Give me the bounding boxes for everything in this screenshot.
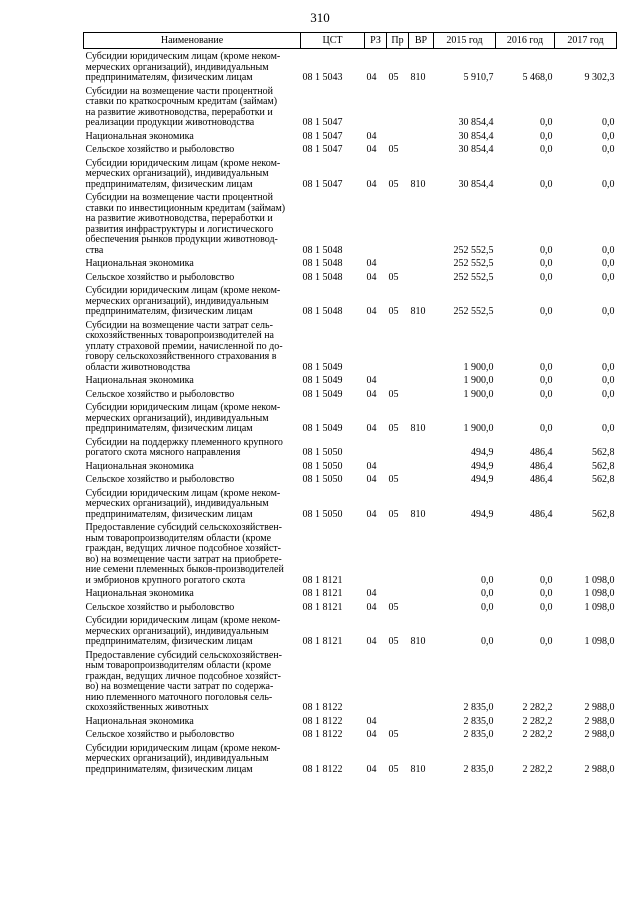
row-pr-cell [387,256,409,270]
row-name-cell: Сельское хозяйство и рыболовство [85,601,235,613]
row-name-cell: Субсидии на возмещение части затрат сель- скохозяйственных товаропроизводителей на уплату страховой премии, начисленной по до- говору сельскохозяйственного страхования в области животноводства [85,319,283,373]
row-pr-cell: 05 [388,508,399,520]
row-2016-cell: 0,0 [540,244,553,256]
row-name-cell: Сельское хозяйство и рыболовство [85,271,235,283]
row-rz-cell: 04 [366,729,377,740]
row-cst-cell: 08 1 5048 [302,306,343,317]
row-pr-cell [387,84,409,129]
row-2016-cell: 0,0 [540,423,553,434]
column-header-vr: ВР [409,33,434,49]
row-pr-cell [387,129,409,143]
row-2017-cell: 1 098,0 [584,588,615,599]
row-2016-cell: 5 468,0 [522,72,553,83]
row-2017-cell: 562,8 [592,474,615,485]
table-row [84,318,617,374]
row-cst-cell: 08 1 8122 [302,715,343,727]
row-name-cell: Национальная экономика [85,715,194,727]
row-2015-cell: 494,9 [471,460,494,472]
row-name-cell: Сельское хозяйство и рыболовство [85,474,235,485]
table-row [84,727,617,741]
row-vr-cell [409,318,434,374]
row-2016-cell: 0,0 [540,574,553,586]
row-pr-cell [387,318,409,374]
table-row [84,520,617,586]
row-2017-cell: 0,0 [602,244,615,256]
table-row [84,190,617,256]
row-vr-cell [409,129,434,143]
row-cst-cell: 08 1 5050 [302,447,343,458]
row-name-cell: Субсидии юридическим лицам (кроме неком- мерческих организаций), индивидуальным предпринимателям, физическим лицам [85,615,281,647]
row-2016-cell: 0,0 [540,178,553,190]
row-cst-cell: 08 1 5048 [302,258,343,269]
row-2017-cell: 0,0 [602,388,615,400]
row-cst-cell: 08 1 8122 [302,729,343,740]
row-pr-cell: 05 [388,72,399,83]
table-row [84,400,617,435]
table-body [84,49,617,776]
table-row [84,373,617,387]
table-row [84,486,617,521]
row-name-cell: Предоставление субсидий сельскохозяйствен- ным товаропроизводителям области (кроме граждан, ведущих личное подсобное хозяйст- во) на возмещение части затрат по содержа- нию племенного маточного поголовья сель- скохозяйственных животных [85,649,282,713]
row-rz-cell [365,84,387,129]
row-2015-cell: 252 552,5 [453,271,494,283]
row-pr-cell [387,586,409,600]
row-pr-cell [387,648,409,714]
row-cst-cell: 08 1 8122 [302,763,343,775]
row-pr-cell: 05 [388,601,399,613]
row-2015-cell: 252 552,5 [453,244,494,256]
row-2015-cell: 252 552,5 [453,306,494,317]
row-2017-cell: 0,0 [602,423,615,434]
row-name-cell: Сельское хозяйство и рыболовство [85,729,235,740]
row-cst-cell: 08 1 5050 [302,460,343,472]
row-2015-cell: 1 900,0 [463,361,494,373]
row-2016-cell: 0,0 [540,271,553,283]
row-cst-cell: 08 1 8121 [302,574,343,586]
row-2015-cell: 1 900,0 [463,388,494,400]
row-2017-cell: 0,0 [602,271,615,283]
row-2016-cell: 0,0 [540,306,553,317]
row-2016-cell: 0,0 [540,375,553,386]
row-rz-cell: 04 [366,258,377,269]
row-name-cell: Субсидии юридическим лицам (кроме неком- мерческих организаций), индивидуальным предпринимателям, физическим лицам [85,742,281,775]
row-2017-cell: 1 098,0 [584,574,615,586]
row-vr-cell: 810 [410,306,426,317]
row-vr-cell [409,520,434,586]
row-rz-cell: 04 [366,130,377,142]
budget-table [83,32,617,775]
row-vr-cell: 810 [410,72,426,83]
row-rz-cell: 04 [366,763,377,775]
table-row [84,435,617,459]
row-rz-cell: 04 [366,715,377,727]
row-name-cell: Субсидии на поддержку племенного крупного рогатого скота мясного направления [85,436,283,458]
row-vr-cell [409,459,434,473]
row-name-cell: Субсидии на возмещение части процентной ставки по инвестиционным кредитам (займам) на развитие животноводства, переработки и развития инфраструктуры и логистического обеспечения рынков продукции животновод- ства [85,192,286,256]
row-pr-cell [387,520,409,586]
row-pr-cell: 05 [388,271,399,283]
row-2016-cell: 486,4 [530,508,553,520]
column-header-2017: 2017 год [555,33,617,49]
row-vr-cell [409,648,434,714]
row-vr-cell [409,435,434,459]
table-header-row [84,33,617,49]
row-name-cell: Национальная экономика [85,460,194,472]
row-2015-cell: 30 854,4 [458,117,494,128]
row-2016-cell: 2 282,2 [522,729,553,740]
row-cst-cell: 08 1 8121 [302,636,343,647]
table-row [84,586,617,600]
row-2016-cell: 0,0 [540,388,553,400]
table-row [84,600,617,614]
row-name-cell: Национальная экономика [85,258,194,269]
row-2017-cell: 2 988,0 [584,702,615,713]
table-row [84,129,617,143]
row-2016-cell: 486,4 [530,460,553,472]
row-vr-cell [409,472,434,486]
row-name-cell: Субсидии юридическим лицам (кроме неком- мерческих организаций), индивидуальным предпринимателям, физическим лицам [85,487,281,520]
row-rz-cell: 04 [366,588,377,599]
row-cst-cell: 08 1 5043 [302,72,343,83]
row-vr-cell [409,373,434,387]
row-pr-cell: 05 [388,306,399,317]
row-name-cell: Сельское хозяйство и рыболовство [85,388,235,400]
row-vr-cell [409,256,434,270]
row-2017-cell: 9 302,3 [584,72,615,83]
page-number: 310 [310,10,330,25]
row-2015-cell: 2 835,0 [463,715,494,727]
row-2015-cell: 5 910,7 [463,72,494,83]
table-row [84,270,617,284]
row-vr-cell [409,190,434,256]
column-header-2015: 2015 год [434,33,496,49]
row-2015-cell: 1 900,0 [463,375,494,386]
row-2015-cell: 494,9 [471,508,494,520]
row-pr-cell: 05 [388,763,399,775]
row-2017-cell: 0,0 [602,178,615,190]
row-cst-cell: 08 1 5049 [302,375,343,386]
row-cst-cell: 08 1 5048 [302,271,343,283]
column-header-2016: 2016 год [496,33,555,49]
row-rz-cell [365,648,387,714]
row-name-cell: Субсидии юридическим лицам (кроме неком- мерческих организаций), индивидуальным предпринимателям, физическим лицам [85,51,281,83]
row-rz-cell [365,318,387,374]
column-header-name: Наименование [84,33,301,49]
row-cst-cell: 08 1 8121 [302,601,343,613]
row-pr-cell: 05 [388,423,399,434]
row-2016-cell: 0,0 [540,361,553,373]
row-2015-cell: 0,0 [481,574,494,586]
table-row [84,142,617,156]
row-2017-cell: 0,0 [602,258,615,269]
row-2016-cell: 486,4 [530,474,553,485]
row-2016-cell: 0,0 [540,258,553,269]
row-name-cell: Субсидии юридическим лицам (кроме неком- мерческих организаций), индивидуальным предпринимателям, физическим лицам [85,285,281,317]
row-pr-cell: 05 [388,388,399,400]
row-cst-cell: 08 1 5047 [302,178,343,190]
row-pr-cell [387,459,409,473]
row-vr-cell [409,270,434,284]
row-vr-cell [409,387,434,401]
row-2016-cell: 0,0 [540,144,553,155]
row-name-cell: Национальная экономика [85,375,194,386]
row-cst-cell: 08 1 5047 [302,130,343,142]
table-row [84,387,617,401]
row-cst-cell: 08 1 5047 [302,117,343,128]
row-2016-cell: 0,0 [540,130,553,142]
row-2017-cell: 0,0 [602,306,615,317]
table-row [84,156,617,191]
table-row [84,613,617,648]
row-2015-cell: 30 854,4 [458,144,494,155]
row-2017-cell: 0,0 [602,144,615,155]
row-2015-cell: 0,0 [481,601,494,613]
row-2015-cell: 30 854,4 [458,130,494,142]
row-cst-cell: 08 1 5049 [302,361,343,373]
row-cst-cell: 08 1 8122 [302,702,343,713]
row-2015-cell: 0,0 [481,636,494,647]
row-2017-cell: 0,0 [602,130,615,142]
row-name-cell: Субсидии юридическим лицам (кроме неком- мерческих организаций), индивидуальным предпринимателям, физическим лицам [85,157,281,190]
row-vr-cell [409,142,434,156]
row-2016-cell: 2 282,2 [522,702,553,713]
column-header-pr: Пр [387,33,409,49]
row-2017-cell: 2 988,0 [584,715,615,727]
row-rz-cell: 04 [366,271,377,283]
row-vr-cell [409,84,434,129]
row-vr-cell: 810 [410,636,426,647]
row-rz-cell: 04 [366,601,377,613]
row-2015-cell: 0,0 [481,588,494,599]
table-row [84,256,617,270]
row-rz-cell: 04 [366,636,377,647]
row-vr-cell [409,727,434,741]
table-row [84,84,617,129]
row-cst-cell: 08 1 5050 [302,474,343,485]
row-2017-cell: 1 098,0 [584,636,615,647]
row-cst-cell: 08 1 5049 [302,388,343,400]
row-name-cell: Национальная экономика [85,588,194,599]
row-name-cell: Сельское хозяйство и рыболовство [85,144,235,155]
row-pr-cell [387,190,409,256]
row-cst-cell: 08 1 5050 [302,508,343,520]
row-2017-cell: 562,8 [592,460,615,472]
row-2015-cell: 2 835,0 [463,702,494,713]
row-2016-cell: 2 282,2 [522,715,553,727]
row-vr-cell [409,714,434,728]
row-pr-cell [387,435,409,459]
table-row [84,283,617,318]
row-name-cell: Предоставление субсидий сельскохозяйствен- ным товаропроизводителям области (кроме граждан, ведущих личное подсобное хозяйст- во) на возмещение части затрат на приобрете- ние семени племенных быков-производителей и эмбрионов крупного рогатого скота [85,522,284,586]
row-2017-cell: 1 098,0 [584,601,615,613]
row-vr-cell [409,600,434,614]
row-2017-cell: 0,0 [602,361,615,373]
column-header-cst: ЦСТ [301,33,365,49]
row-vr-cell: 810 [410,423,426,434]
row-rz-cell [365,435,387,459]
row-cst-cell: 08 1 5049 [302,423,343,434]
table-row [84,472,617,486]
row-vr-cell: 810 [410,178,426,190]
row-name-cell: Субсидии юридическим лицам (кроме неком- мерческих организаций), индивидуальным предпринимателям, физическим лицам [85,402,281,434]
table-row [84,459,617,473]
row-cst-cell: 08 1 5048 [302,244,343,256]
row-pr-cell: 05 [388,474,399,485]
row-rz-cell: 04 [366,388,377,400]
row-2015-cell: 30 854,4 [458,178,494,190]
row-2016-cell: 0,0 [540,636,553,647]
table-row [84,648,617,714]
row-cst-cell: 08 1 8121 [302,588,343,599]
table-row [84,741,617,776]
row-2015-cell: 1 900,0 [463,423,494,434]
row-2016-cell: 0,0 [540,588,553,599]
row-2015-cell: 2 835,0 [463,729,494,740]
column-header-rz: РЗ [365,33,387,49]
row-name-cell: Национальная экономика [85,130,194,142]
row-pr-cell: 05 [388,636,399,647]
row-rz-cell: 04 [366,144,377,155]
row-cst-cell: 08 1 5047 [302,144,343,155]
row-rz-cell: 04 [366,178,377,190]
row-rz-cell: 04 [366,306,377,317]
row-2017-cell: 0,0 [602,117,615,128]
row-rz-cell [365,520,387,586]
row-2017-cell: 562,8 [592,508,615,520]
row-rz-cell: 04 [366,508,377,520]
row-2017-cell: 562,8 [592,447,615,458]
row-2017-cell: 2 988,0 [584,763,615,775]
row-2017-cell: 2 988,0 [584,729,615,740]
row-vr-cell: 810 [410,763,426,775]
row-2015-cell: 2 835,0 [463,763,494,775]
row-2017-cell: 0,0 [602,375,615,386]
row-2016-cell: 0,0 [540,117,553,128]
row-rz-cell [365,190,387,256]
row-2016-cell: 2 282,2 [522,763,553,775]
row-2016-cell: 0,0 [540,601,553,613]
row-pr-cell: 05 [388,178,399,190]
row-name-cell: Субсидии на возмещение части процентной ставки по краткосрочным кредитам (займам) на развитие животноводства, переработки и реализации продукции животноводства [85,85,278,128]
row-vr-cell [409,586,434,600]
row-pr-cell [387,373,409,387]
row-rz-cell: 04 [366,460,377,472]
row-2015-cell: 494,9 [471,447,494,458]
row-2015-cell: 494,9 [471,474,494,485]
table-row [84,714,617,728]
table-row [84,49,617,84]
row-rz-cell: 04 [366,375,377,386]
row-pr-cell: 05 [388,144,399,155]
row-2016-cell: 486,4 [530,447,553,458]
row-vr-cell: 810 [410,508,426,520]
row-rz-cell: 04 [366,72,377,83]
row-pr-cell [387,714,409,728]
row-pr-cell: 05 [388,729,399,740]
row-2015-cell: 252 552,5 [453,258,494,269]
row-rz-cell: 04 [366,423,377,434]
row-rz-cell: 04 [366,474,377,485]
